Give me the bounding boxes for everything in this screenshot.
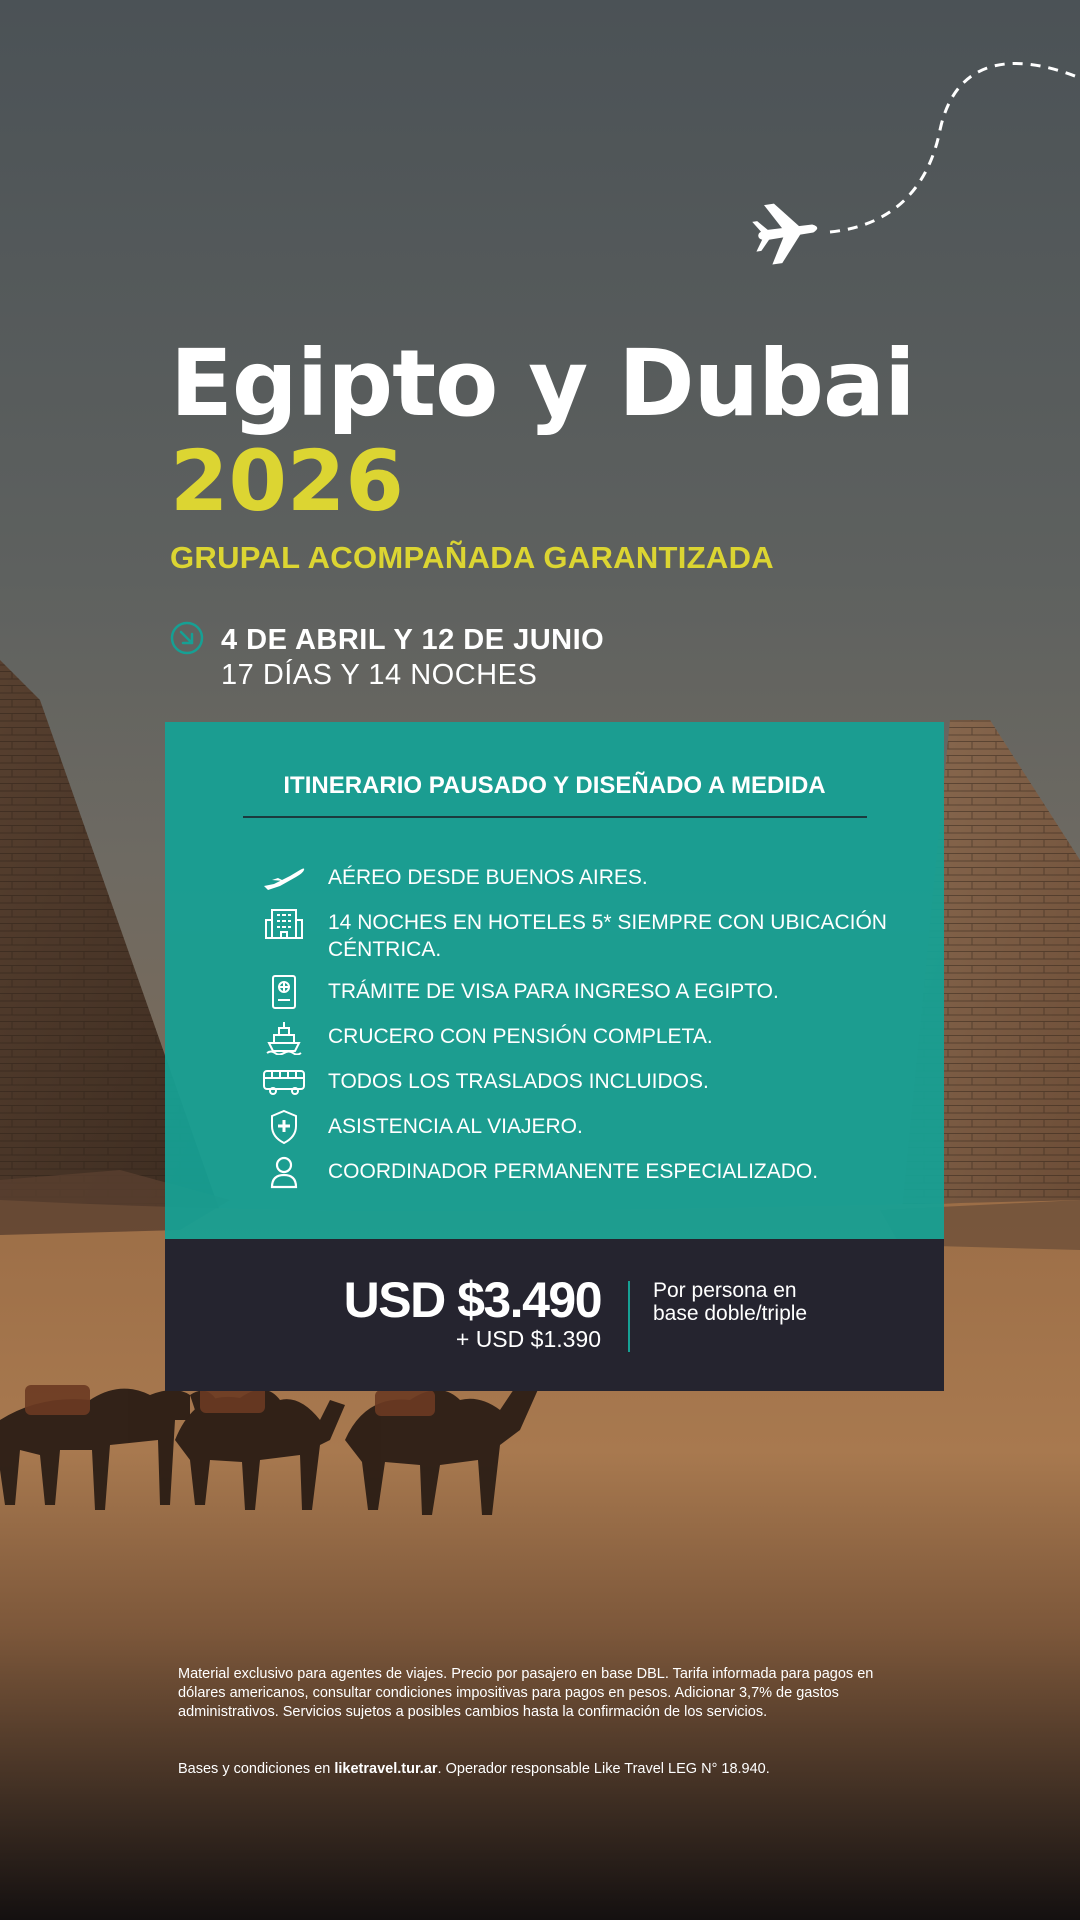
airplane-flight-path-icon: [0, 0, 1080, 300]
trip-duration: 17 DÍAS Y 14 NOCHES: [221, 659, 538, 691]
price-main: USD $3.490: [343, 1272, 601, 1328]
price-extra: + USD $1.390: [455, 1326, 601, 1352]
tour-type-subtitle: GRUPAL ACOMPAÑADA GARANTIZADA: [170, 540, 774, 575]
itinerary-divider: [243, 816, 867, 818]
list-item: AÉREO DESDE BUENOS AIRES.: [260, 858, 900, 898]
passport-icon: [260, 972, 308, 1012]
ship-icon: [260, 1017, 308, 1057]
list-item: CRUCERO CON PENSIÓN COMPLETA.: [260, 1017, 900, 1057]
website-link[interactable]: liketravel.tur.ar: [334, 1761, 438, 1777]
list-item: ASISTENCIA AL VIAJERO.: [260, 1107, 900, 1147]
price-note: Por persona en base doble/triple: [653, 1279, 808, 1325]
price-divider: [628, 1281, 630, 1352]
departure-dates: 4 DE ABRIL Y 12 DE JUNIO: [221, 624, 605, 656]
list-item: COORDINADOR PERMANENTE ESPECIALIZADO.: [260, 1152, 900, 1192]
legal-text: Bases y condiciones en liketravel.tur.ar. Operador responsable Like Travel LEG N° 18.940.: [178, 1761, 770, 1777]
list-item: TRÁMITE DE VISA PARA INGRESO A EGIPTO.: [260, 972, 900, 1012]
itinerary-panel: [165, 722, 944, 1239]
list-item: 14 NOCHES EN HOTELES 5* SIEMPRE CON UBICACIÓN CÉNTRICA.: [260, 903, 900, 963]
arrow-down-right-circle-icon: [170, 621, 204, 655]
list-item: TODOS LOS TRASLADOS INCLUIDOS.: [260, 1062, 900, 1102]
shield-plus-icon: [260, 1107, 308, 1147]
airplane-icon: [260, 858, 308, 898]
itinerary-title: ITINERARIO PAUSADO Y DISEÑADO A MEDIDA: [283, 772, 826, 799]
disclaimer-text: Material exclusivo para agentes de viajes. Precio por pasajero en base DBL. Tarifa informada para pagos en dólares americanos, consultar condiciones impositivas para pagos en pesos. Adicionar 3,7% de gastos administrativos. Servicios sujetos a posibles cambios hasta la confirmación de los servicios.: [178, 1666, 874, 1720]
person-icon: [260, 1152, 308, 1192]
page-title: Egipto y Dubai: [170, 330, 915, 437]
bus-icon: [260, 1062, 308, 1102]
title-year: 2026: [170, 432, 404, 530]
price-bar: [165, 1239, 944, 1391]
hotel-icon: [260, 903, 308, 943]
